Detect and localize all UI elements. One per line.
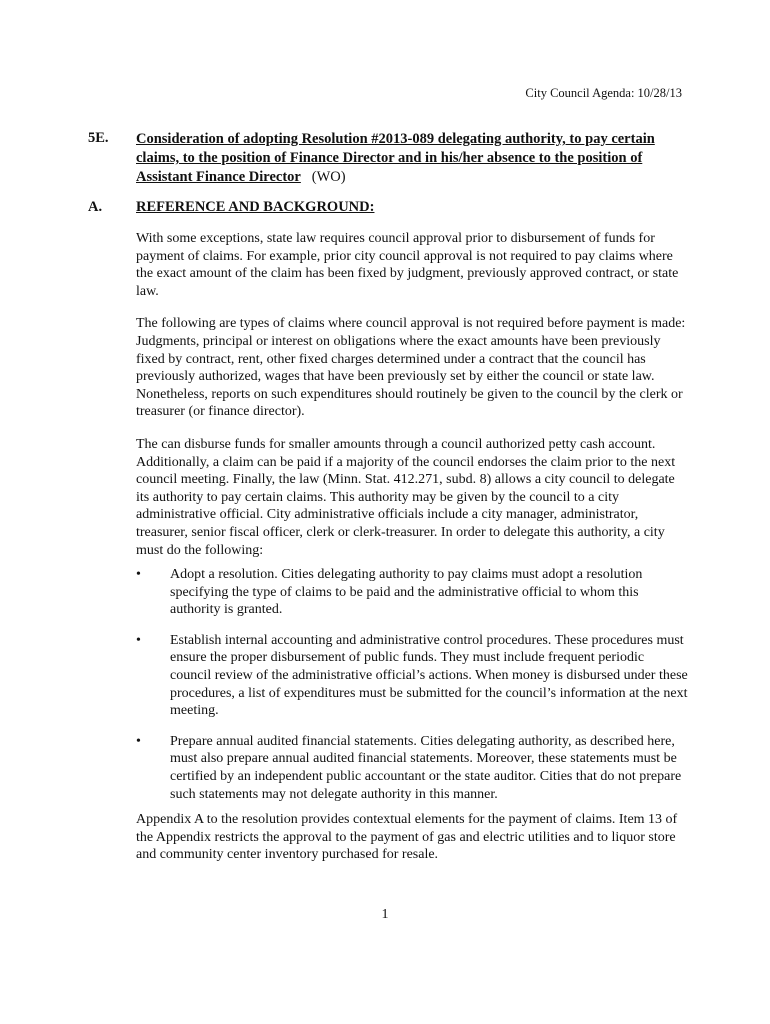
paragraph-1: With some exceptions, state law requires council approval prior to disbursement of funds for payment of claims. For example, prior city council approval is not required to pay claims where the exact amount of the claim has been fixed by judgment, previously approved contract, or state law. [136,231,679,299]
closing-paragraph: Appendix A to the resolution provides contextual elements for the payment of claims. Item 13 of the Appendix restricts the approval to the payment of gas and electric utilities and to liquor store and community center inventory purchased for resale. [136,812,678,863]
section-heading: REFERENCE AND BACKGROUND: [136,199,375,215]
item-title: Consideration of adopting Resolution #2013-089 delegating authority, to pay certain claims, to the position of Finance Director and in his/her absence to the position of Assistant Finance Director [136,131,655,185]
list-item-text: Adopt a resolution. Cities delegating authority to pay claims must adopt a resolution specifying the type of claims to be paid and the administrative official to whom this authority is granted. [170,567,643,618]
item-title-block [136,130,686,187]
list-item [136,632,688,720]
item-initials: (WO) [311,169,346,185]
list-item-text: Prepare annual audited financial statements. Cities delegating authority, as described here, must also prepare annual audited financial statements. Moreover, these statements must be certified by an independent public accountant or the state auditor. Cities that do not prepare such statements may not delegate authority in this manner. [170,733,682,802]
list-item [136,733,688,803]
agenda-header: City Council Agenda: 10/28/13 [525,86,682,100]
paragraph-3: The can disburse funds for smaller amounts through a council authorized petty cash account. Additionally, a claim can be paid if a majority of the council endorses the claim prior to the next council meeting. Finally, the law (Minn. Stat. 412.271, subd. 8) allows a city council to delegate its authority to pay certain claims. This authority may be given by the council to a city administrative official. City administrative officials include a city manager, administrator, treasurer, senior fiscal officer, clerk or clerk-treasurer. In order to delegate this authority, a city must do the following: [136,436,676,558]
list-item-text: Establish internal accounting and administrative control procedures. These procedures must ensure the proper disbursement of public funds. They must include frequent periodic council review of the administrative official’s actions. When money is disbursed under these procedures, a list of expenditures must be submitted for the council’s information at the next meeting. [170,632,688,719]
item-number: 5E. [88,130,109,146]
bullet-icon: • [136,632,141,648]
document-body [136,230,688,879]
bullet-icon: • [136,567,141,583]
requirements-list [136,566,688,803]
section-letter: A. [88,199,103,215]
page-number: 1 [381,907,389,922]
bullet-icon: • [136,733,141,749]
list-item [136,566,688,619]
paragraph-2: The following are types of claims where council approval is not required before payment is made: Judgments, principal or interest on obligations where the exact amounts have been previously fixed by contract, rent, other fixed charges determined under a contract that the council has previously authorized, wages that have been previously set by either the council or state law. Nonetheless, reports on such expenditures should routinely be given to the council by the clerk or treasurer (or finance director). [136,316,686,420]
